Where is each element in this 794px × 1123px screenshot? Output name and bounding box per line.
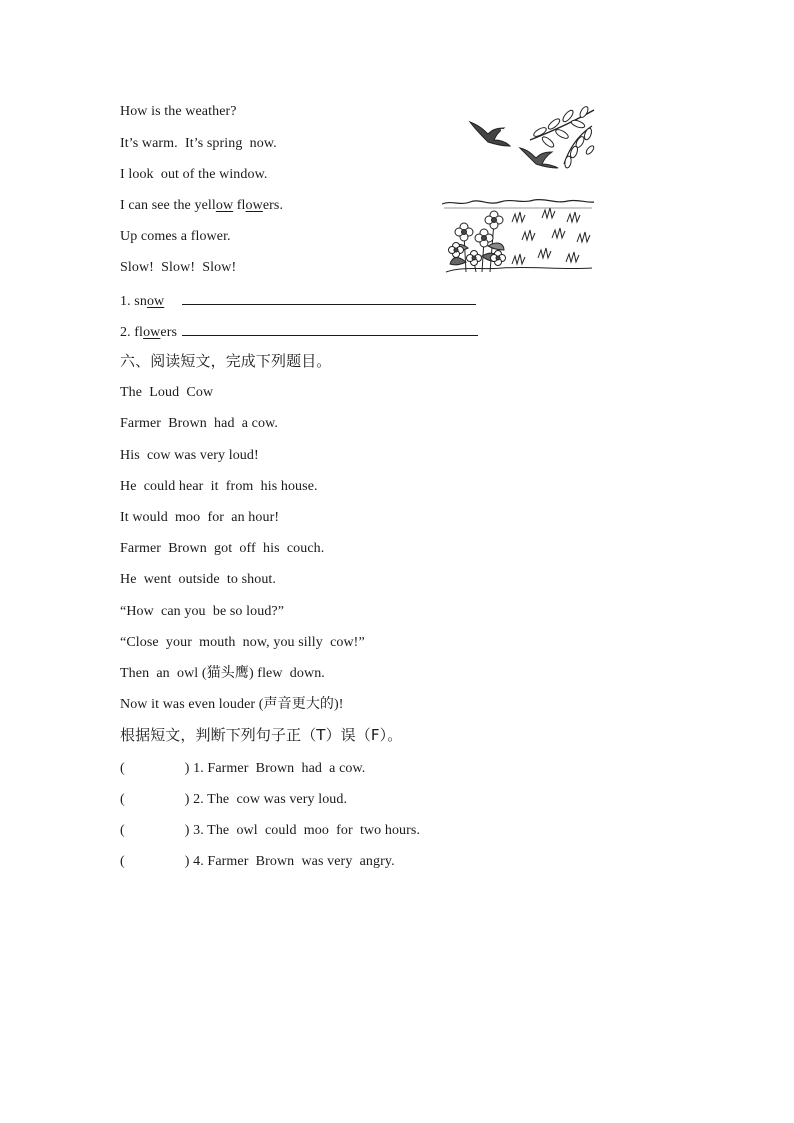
exercise-item-1 [120,291,476,311]
question-1-open-paren: ( [120,761,125,776]
story-line-1: Farmer Brown had a cow. [120,416,278,431]
story-line-10: Now it was even louder (声音更大的)! [120,697,344,712]
poem-line-6: Slow! Slow! Slow! [120,260,237,275]
question-2-text: ) 2. The cow was very loud. [184,792,348,807]
question-1 [120,760,365,778]
poem-line-5: Up comes a flower. [120,229,231,244]
exercise-item-2 [120,322,478,342]
question-3-open-paren: ( [120,823,125,838]
story-line-5: Farmer Brown got off his couch. [120,541,325,556]
willow-branch-icon [524,106,596,172]
story-line-7: “How can you be so loud?” [120,604,285,619]
question-4-text: ) 4. Farmer Brown was very angry. [184,854,395,869]
story-line-4: It would moo for an hour! [120,510,280,525]
poem-line-4-underline-2: ow [245,198,263,213]
answer-blank-1[interactable] [182,291,476,305]
question-2-open-paren: ( [120,792,125,807]
poem-line-4-part-c: fl [233,198,246,213]
poem-line-4-underline-1: ow [215,198,234,213]
question-4 [120,853,395,871]
poem-line-4 [120,197,283,215]
question-4-open-paren: ( [120,854,125,869]
question-3-text: ) 3. The owl could moo for two hours. [184,823,421,838]
story-line-2: His cow was very loud! [120,448,259,463]
story-title: The Loud Cow [120,385,214,400]
story-line-3: He could hear it from his house. [120,479,318,494]
section-6-heading: 六、阅读短文，完成下列题目。 [120,352,332,370]
poem-line-4-part-a: I can see the yell [120,198,216,213]
question-3 [120,822,420,840]
exercise-item-1-prefix: 1. sn [120,294,147,309]
poem-line-4-part-e: ers. [262,198,284,213]
poem-line-3: I look out of the window. [120,167,268,182]
exercise-item-2-underline: ow [143,325,161,340]
swallow-bird-icon [466,112,516,152]
poem-line-1: How is the weather? [120,104,237,119]
answer-blank-2[interactable] [182,322,478,336]
question-1-text: ) 1. Farmer Brown had a cow. [184,761,366,776]
story-line-6: He went outside to shout. [120,572,277,587]
exercise-item-1-underline: ow [146,294,165,309]
story-line-9: Then an owl (猫头鹰) flew down. [120,666,325,681]
exercise-item-2-prefix: 2. fl [120,325,144,340]
flowers-grass-icon [442,192,594,274]
judgement-instruction: 根据短文，判断下列句子正（T）误（F）。 [120,726,403,744]
exercise-item-2-rest: ers [160,325,177,340]
story-line-8: “Close your mouth now, you silly cow!” [120,635,365,650]
question-2 [120,791,347,809]
poem-line-2: It’s warm. It’s spring now. [120,136,277,151]
